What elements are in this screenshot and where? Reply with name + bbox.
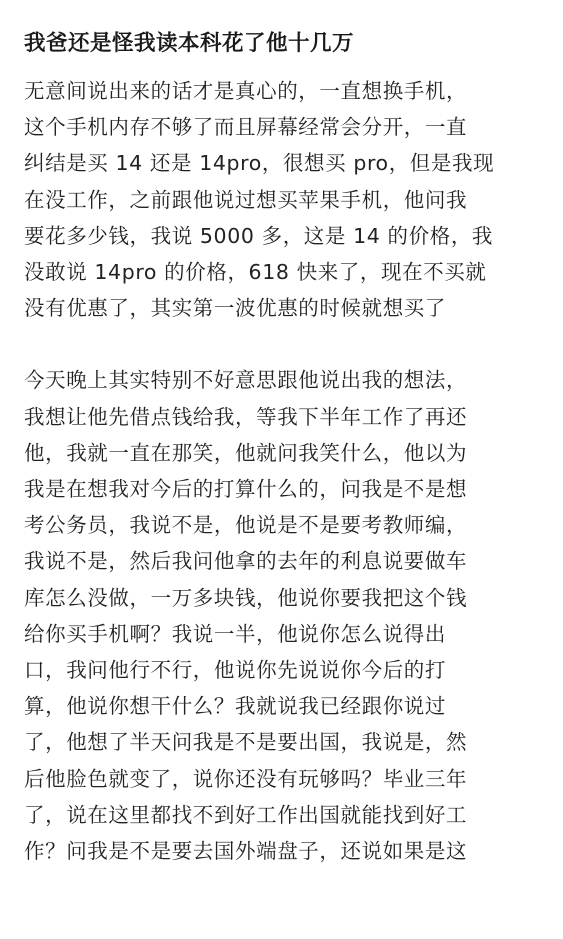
text-line: 这个手机内存不够了而且屏幕经常会分开，一直 — [24, 115, 468, 140]
text-line: 后他脸色就变了，说你还没有玩够吗？毕业三年 — [24, 766, 468, 791]
text-line: 给你买手机啊？我说一半，他说你怎么说得出 — [24, 621, 446, 646]
post-content — [24, 26, 542, 869]
text-line: 在没工作，之前跟他说过想买苹果手机，他问我 — [24, 187, 468, 212]
text-line: 了，说在这里都找不到好工作出国就能找到好工 — [24, 802, 468, 827]
text-line: 纠结是买 14 还是 14pro，很想买 pro，但是我现 — [24, 151, 495, 176]
text-line: 我想让他先借点钱给我，等我下半年工作了再还 — [24, 404, 468, 429]
text-line: 算，他说你想干什么？我就说我已经跟你说过 — [24, 694, 446, 719]
paragraph-spacer — [24, 326, 542, 362]
text-line: 他，我就一直在那笑，他就问我笑什么，他以为 — [24, 440, 468, 465]
text-line: 无意间说出来的话才是真心的，一直想换手机， — [24, 79, 468, 103]
text-line: 库怎么没做，一万多块钱，他说你要我把这个钱 — [24, 585, 468, 610]
post-title: 我爸还是怪我读本科花了他十几万 — [24, 31, 355, 56]
text-line: 我说不是，然后我问他拿的去年的利息说要做车 — [24, 549, 468, 574]
paragraph-1 — [24, 73, 542, 326]
text-line: 没有优惠了，其实第一波优惠的时候就想买了 — [24, 296, 446, 321]
text-line: 没敢说 14pro 的价格，618 快来了，现在不买就 — [24, 260, 487, 285]
paragraph-2 — [24, 362, 542, 869]
text-line: 考公务员，我说不是，他说是不是要考教师编， — [24, 513, 468, 538]
text-line: 口，我问他行不行，他说你先说说你今后的打 — [24, 658, 446, 683]
text-line: 了，他想了半天问我是不是要出国，我说是，然 — [24, 730, 468, 755]
text-line: 今天晚上其实特别不好意思跟他说出我的想法， — [24, 368, 468, 393]
text-line: 要花多少钱，我说 5000 多，这是 14 的价格，我 — [24, 223, 494, 248]
text-line: 我是在想我对今后的打算什么的，问我是不是想 — [24, 477, 468, 502]
text-line: 作？问我是不是要去国外端盘子，还说如果是这 — [24, 839, 468, 864]
